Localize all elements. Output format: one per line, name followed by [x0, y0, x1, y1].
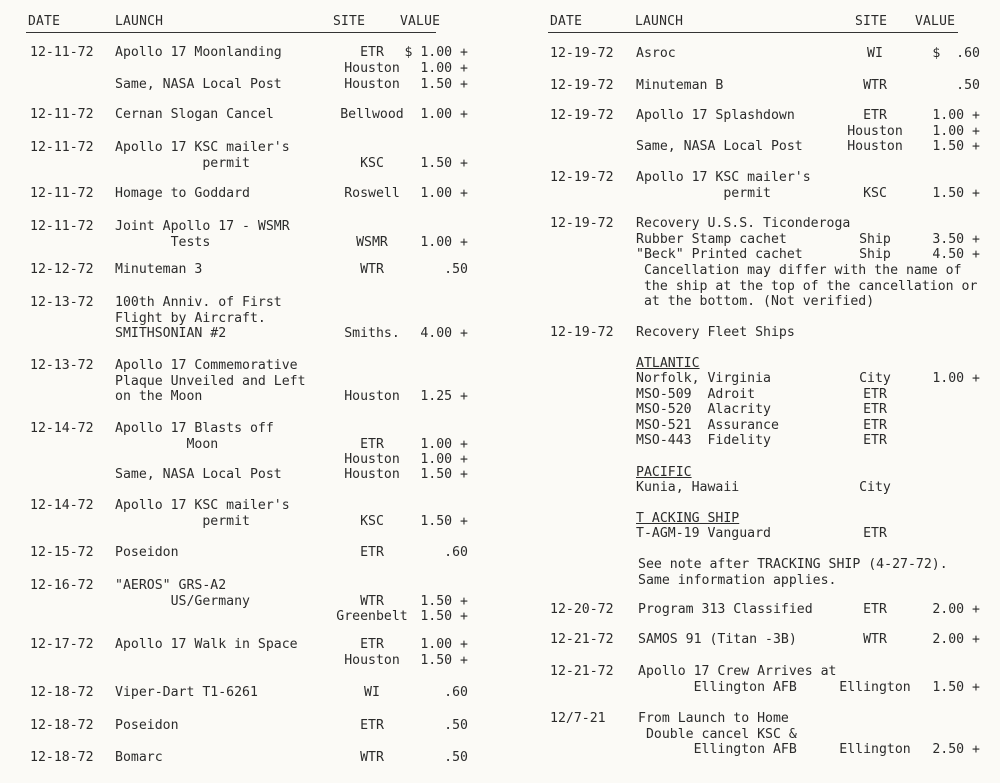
- entry-launch-line: Tests: [115, 234, 211, 250]
- entry-value: 1.00 +: [420, 436, 468, 452]
- entry-launch-line: MSO-509 Adroit: [636, 386, 756, 402]
- entry-site: Houston: [847, 123, 903, 139]
- entry-site: WTR: [360, 593, 384, 609]
- entry-date: 12-19-72: [550, 170, 614, 185]
- entry-launch-line: Apollo 17 Commemorative: [115, 358, 298, 373]
- entry-launch-line: Apollo 17 Splashdown: [636, 108, 795, 123]
- entry-launch-line: Rubber Stamp cachet: [636, 231, 787, 247]
- entry-date: 12-19-72: [550, 108, 614, 123]
- entry-value: $ 1.00 +: [404, 45, 468, 60]
- entry-date: 12-19-72: [550, 78, 614, 93]
- right-column: [500, 0, 1000, 783]
- entry-value: 1.00 +: [932, 371, 980, 386]
- entry-date: 12-18-72: [30, 750, 94, 765]
- entry-site: Ellington: [839, 679, 911, 695]
- entry-date: 12-15-72: [30, 545, 94, 560]
- entry-launch-line: T ACKING SHIP: [636, 511, 740, 526]
- header-rule: [548, 32, 958, 33]
- entry-launch-line: Kunia, Hawaii: [636, 480, 740, 495]
- entry-value: 1.00 +: [420, 186, 468, 201]
- entry-launch-line: Same, NASA Local Post: [636, 139, 803, 154]
- entry-launch-line: Same, NASA Local Post: [115, 77, 282, 92]
- entry-site: ETR: [360, 718, 384, 733]
- entry-value: .50: [444, 750, 468, 765]
- entry-date: 12-18-72: [30, 718, 94, 733]
- entry-launch-line: Flight by Aircraft.: [115, 310, 266, 326]
- entry-launch-line: permit: [636, 185, 771, 201]
- entry-site: Houston: [344, 652, 400, 668]
- entry-launch-line: See note after TRACKING SHIP (4-27-72).: [638, 557, 948, 572]
- entry-launch-line: 100th Anniv. of First: [115, 295, 282, 310]
- entry-site: City: [859, 371, 891, 386]
- entry-site: WTR: [863, 632, 887, 647]
- header-site: SITE: [855, 14, 888, 29]
- header-launch: LAUNCH: [115, 14, 164, 29]
- entry-site: WTR: [360, 262, 384, 277]
- entry-site: Houston: [344, 452, 400, 467]
- entry-value: 1.25 +: [420, 389, 468, 404]
- entry-value: 1.00 +: [420, 637, 468, 652]
- entry-site: Greenbelt: [336, 609, 408, 624]
- entry-launch-line: T-AGM-19 Vanguard: [636, 526, 771, 541]
- entry-launch-line: permit: [115, 513, 250, 529]
- entry-site: KSC: [863, 185, 887, 201]
- header-date: DATE: [28, 14, 61, 29]
- entry-launch-line: Asroc: [636, 46, 676, 61]
- entry-value: .50: [444, 262, 468, 277]
- entry-value: 1.50 +: [420, 652, 468, 668]
- entry-site: Smiths.: [344, 326, 400, 341]
- entry-value: $ .60: [932, 46, 980, 61]
- entry-value: 1.00 +: [932, 123, 980, 139]
- entry-launch-line: Poseidon: [115, 545, 179, 560]
- entry-launch-line: Joint Apollo 17 - WSMR: [115, 219, 290, 234]
- entry-site: ETR: [360, 45, 384, 60]
- entry-launch-line: Apollo 17 Blasts off: [115, 421, 274, 436]
- entry-launch-line: Plaque Unveiled and Left: [115, 373, 306, 389]
- entry-value: 1.00 +: [420, 234, 468, 250]
- entry-date: 12-20-72: [550, 602, 614, 617]
- entry-launch-line: Poseidon: [115, 718, 179, 733]
- entry-value: 1.50 +: [420, 467, 468, 482]
- entry-site: Ship: [859, 231, 891, 247]
- entry-site: WTR: [863, 78, 887, 93]
- entry-date: 12-21-72: [550, 664, 614, 679]
- entry-value: 1.50 +: [932, 679, 980, 695]
- entry-site: ETR: [360, 545, 384, 560]
- entry-launch-line: Ellington AFB: [638, 742, 797, 757]
- entry-site: ETR: [360, 637, 384, 652]
- entry-launch-line: Same, NASA Local Post: [115, 467, 282, 482]
- entry-site: ETR: [863, 386, 887, 402]
- entry-value: 1.00 +: [420, 107, 468, 122]
- entry-value: .50: [956, 78, 980, 93]
- entry-value: 3.50 +: [932, 231, 980, 247]
- entry-value: 1.50 +: [932, 185, 980, 201]
- entry-value: 2.00 +: [932, 602, 980, 617]
- entry-launch-line: the ship at the top of the cancellation or: [636, 278, 978, 294]
- entry-site: Bellwood: [340, 107, 404, 122]
- entry-launch-line: Apollo 17 Walk in Space: [115, 637, 298, 652]
- entry-value: 1.50 +: [420, 593, 468, 609]
- entry-date: 12-19-72: [550, 325, 614, 340]
- entry-launch-line: Apollo 17 KSC mailer's: [636, 170, 811, 185]
- entry-value: 1.50 +: [420, 155, 468, 171]
- entry-value: .60: [444, 685, 468, 700]
- entry-site: ETR: [863, 417, 887, 433]
- entry-launch-line: From Launch to Home: [638, 711, 789, 726]
- entry-site: Houston: [847, 139, 903, 154]
- entry-launch-line: permit: [115, 155, 250, 171]
- entry-date: 12-16-72: [30, 578, 94, 593]
- header-rule: [26, 32, 436, 33]
- entry-site: KSC: [360, 513, 384, 529]
- entry-launch-line: ATLANTIC: [636, 356, 700, 371]
- entry-launch-line: Bomarc: [115, 750, 163, 765]
- entry-launch-line: on the Moon: [115, 389, 203, 404]
- entry-date: 12-14-72: [30, 421, 94, 436]
- entry-value: 1.50 +: [420, 609, 468, 624]
- entry-launch-line: Apollo 17 Moonlanding: [115, 45, 282, 60]
- header-value: VALUE: [400, 14, 441, 29]
- entry-date: 12-19-72: [550, 216, 614, 231]
- header-launch: LAUNCH: [635, 14, 684, 29]
- entry-site: City: [859, 480, 891, 495]
- entry-launch-line: Apollo 17 KSC mailer's: [115, 140, 290, 155]
- entry-date: 12-13-72: [30, 295, 94, 310]
- entry-date: 12-19-72: [550, 46, 614, 61]
- entry-launch-line: Viper-Dart T1-6261: [115, 685, 258, 700]
- entry-launch-line: Same information applies.: [638, 572, 837, 588]
- entry-date: 12-11-72: [30, 219, 94, 234]
- entry-site: Houston: [344, 467, 400, 482]
- entry-site: Roswell: [344, 186, 400, 201]
- entry-site: Houston: [344, 77, 400, 92]
- entry-launch-line: Cancellation may differ with the name of: [636, 263, 962, 278]
- entry-date: 12-13-72: [30, 358, 94, 373]
- entry-value: 1.50 +: [420, 513, 468, 529]
- entry-launch-line: Minuteman 3: [115, 262, 203, 277]
- entry-launch-line: Apollo 17 KSC mailer's: [115, 498, 290, 513]
- entry-value: 1.00 +: [420, 60, 468, 76]
- entry-site: ETR: [863, 526, 887, 541]
- header-site: SITE: [333, 14, 366, 29]
- entry-launch-line: MSO-520 Alacrity: [636, 402, 771, 417]
- header-date: DATE: [550, 14, 583, 29]
- entry-date: 12-18-72: [30, 685, 94, 700]
- entry-value: 2.50 +: [932, 742, 980, 757]
- entry-date: 12-12-72: [30, 262, 94, 277]
- entry-site: Ship: [859, 247, 891, 262]
- entry-launch-line: "Beck" Printed cachet: [636, 247, 803, 262]
- entry-launch-line: Program 313 Classified: [638, 602, 813, 617]
- entry-value: 4.50 +: [932, 247, 980, 262]
- entry-site: ETR: [360, 436, 384, 452]
- entry-launch-line: Moon: [115, 436, 219, 452]
- entry-date: 12-11-72: [30, 107, 94, 122]
- entry-site: ETR: [863, 433, 887, 448]
- entry-launch-line: Norfolk, Virginia: [636, 371, 771, 386]
- entry-date: 12-21-72: [550, 632, 614, 647]
- entry-site: WI: [364, 685, 380, 700]
- entry-value: 1.50 +: [420, 77, 468, 92]
- entry-launch-line: SMITHSONIAN #2: [115, 326, 227, 341]
- entry-launch-line: Double cancel KSC &: [638, 726, 797, 742]
- entry-value: .60: [444, 545, 468, 560]
- entry-value: .50: [444, 718, 468, 733]
- entry-site: ETR: [863, 402, 887, 417]
- entry-value: 1.00 +: [932, 108, 980, 123]
- entry-site: WI: [867, 46, 883, 61]
- entry-launch-line: "AEROS" GRS-A2: [115, 578, 227, 593]
- entry-site: ETR: [863, 602, 887, 617]
- entry-date: 12-11-72: [30, 140, 94, 155]
- entry-site: ETR: [863, 108, 887, 123]
- entry-launch-line: PACIFIC: [636, 465, 692, 480]
- entry-launch-line: at the bottom. (Not verified): [636, 294, 875, 309]
- entry-value: 4.00 +: [420, 326, 468, 341]
- entry-site: KSC: [360, 155, 384, 171]
- entry-date: 12-11-72: [30, 186, 94, 201]
- entry-value: 2.00 +: [932, 632, 980, 647]
- entry-date: 12/7-21: [550, 711, 606, 726]
- entry-launch-line: MSO-521 Assurance: [636, 417, 779, 433]
- entry-site: WTR: [360, 750, 384, 765]
- entry-launch-line: US/Germany: [115, 593, 250, 609]
- entry-launch-line: Apollo 17 Crew Arrives at: [638, 664, 837, 679]
- entry-launch-line: Homage to Goddard: [115, 186, 250, 201]
- entry-launch-line: Minuteman B: [636, 78, 724, 93]
- entry-value: 1.00 +: [420, 452, 468, 467]
- entry-launch-line: MSO-443 Fidelity: [636, 433, 771, 448]
- entry-date: 12-17-72: [30, 637, 94, 652]
- entry-date: 12-11-72: [30, 45, 94, 60]
- entry-site: Houston: [344, 389, 400, 404]
- entry-site: Ellington: [839, 742, 911, 757]
- header-value: VALUE: [915, 14, 956, 29]
- entry-launch-line: SAMOS 91 (Titan -3B): [638, 632, 797, 647]
- entry-site: WSMR: [356, 234, 388, 250]
- entry-value: 1.50 +: [932, 139, 980, 154]
- entry-date: 12-14-72: [30, 498, 94, 513]
- entry-launch-line: Ellington AFB: [638, 679, 797, 695]
- entry-launch-line: Cernan Slogan Cancel: [115, 107, 274, 122]
- entry-launch-line: Recovery Fleet Ships: [636, 325, 795, 340]
- entry-site: Houston: [344, 60, 400, 76]
- entry-launch-line: Recovery U.S.S. Ticonderoga: [636, 216, 851, 231]
